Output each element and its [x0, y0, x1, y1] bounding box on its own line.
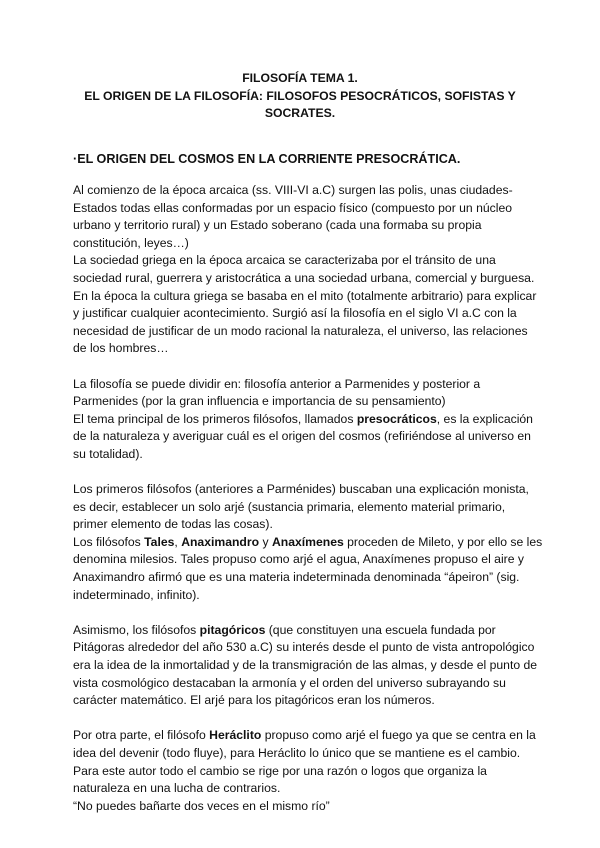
text-run: ,: [174, 534, 182, 549]
bold-term: Heráclito: [209, 728, 262, 743]
paragraph-pitagoricos: [73, 622, 543, 710]
title-line-1: FILOSOFÍA TEMA 1.: [242, 71, 358, 85]
bold-term: Tales: [144, 534, 175, 549]
bold-term: Anaximandro: [181, 534, 260, 549]
paragraph-milesios: [73, 534, 543, 604]
paragraph-division: La filosofía se puede dividir en: filosofía anterior a Parmenides y posterior a Parmenides (por la gran influencia e importancia de su pensamiento): [73, 376, 481, 409]
text-run: proceden de Mileto, y por ello se les denomina milesios. Tales propuso como arjé el agua, Anaxímenes propuso el aire y Anaximandro afirmó que es una materia indeterminada denominada “ápeiron” (sig. indeterminado, infinito).: [73, 534, 543, 602]
quote-rio: “No puedes bañarte dos veces en el mismo río”: [73, 798, 330, 813]
text-run: propuso como arjé el fuego ya que se centra en la idea del devenir (todo fluye), para Heráclito lo único que se mantiene es el cambio. Para este autor todo el cambio se rige por una razón o logos que organiza la naturaleza en una lucha de contrarios.: [73, 728, 536, 796]
text-run: El tema principal de los primeros filósofos, llamados: [73, 411, 357, 426]
section-heading: ·EL ORIGEN DEL COSMOS EN LA CORRIENTE PRESOCRÁTICA.: [73, 152, 461, 166]
paragraph-sociedad: La sociedad griega en la época arcaica se caracterizaba por el tránsito de una sociedad rural, guerrera y aristocrática a una sociedad urbana, comercial y burguesa.: [73, 253, 535, 285]
paragraph-gap: [73, 604, 543, 622]
paragraph-presocraticos: [73, 411, 543, 464]
paragraph-heraclito: [73, 727, 543, 797]
bold-term: presocráticos: [356, 411, 437, 426]
text-run: y: [259, 534, 272, 549]
text-run: (que constituyen una escuela fundada por Pitágoras alrededor del año 530 a.C) su interés desde el punto de vista antropológico era la idea de la inmortalidad y de la transmigración de las almas, y desde el punto de vista cosmológico destacaban la armonía y el orden del universo subrayando su carácter matemático. El arjé para los pitagóricos eran los números.: [73, 622, 538, 708]
paragraph-gap: [73, 464, 543, 482]
bold-term: Anaxímenes: [271, 534, 344, 549]
paragraph-gap: [73, 710, 543, 728]
paragraph-monista: Los primeros filósofos (anteriores a Parménides) buscaban una explicación monista, es decir, establecer un solo arjé (sustancia primaria, elemento material primario, primer elemento de todas las cosas).: [73, 482, 529, 532]
title-line-2: EL ORIGEN DE LA FILOSOFÍA: FILOSOFOS PESOCRÁTICOS, SOFISTAS Y: [84, 88, 516, 103]
paragraph-mito: En la época la cultura griega se basaba en el mito (totalmente arbitrario) para explicar y justificar cualquier acontecimiento. Surgió así la filosofía en el siglo VI a.C con la necesidad de justificar de un modo racional la naturaleza, el universo, las relaciones de los hombres…: [73, 288, 537, 356]
document-body: [73, 182, 543, 815]
text-run: Asimismo, los filósofos: [73, 622, 200, 637]
title-line-3: SOCRATES.: [264, 106, 336, 120]
paragraph-gap: [73, 358, 543, 376]
text-run: Los filósofos: [73, 534, 145, 549]
document-title: [60, 70, 540, 123]
bold-term: pitagóricos: [199, 622, 266, 637]
text-run: , es la explicación de la naturaleza y averiguar cuál es el origen del cosmos (refiriéndose al universo en su totalidad).: [73, 411, 533, 461]
text-run: Por otra parte, el filósofo: [73, 728, 210, 743]
paragraph-polis: Al comienzo de la época arcaica (ss. VIII-VI a.C) surgen las polis, unas ciudades-Estados todas ellas conformadas por un espacio físico (compuesto por un núcleo urbano y territorio rural) y un Estado soberano (cada una formaba su propia constitución, leyes…): [73, 183, 513, 250]
